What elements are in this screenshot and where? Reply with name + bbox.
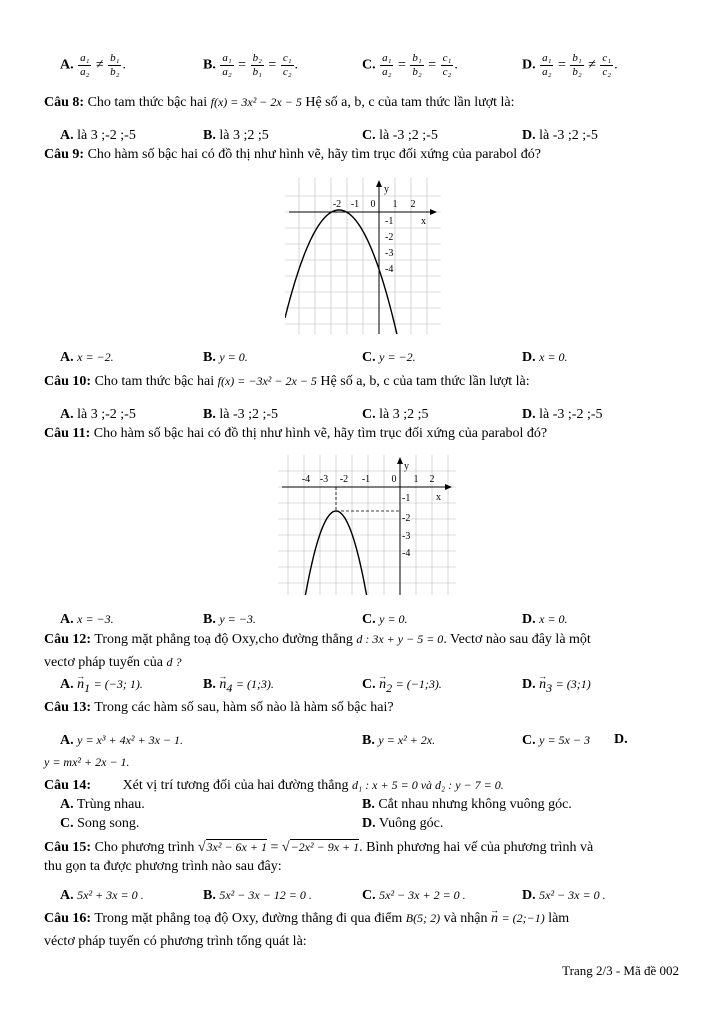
q9-option-d[interactable]: D. x = 0. bbox=[522, 350, 568, 365]
question-text: và nhận bbox=[443, 911, 488, 926]
fraction: $\frac{\text{b₂}}{\text{b₁}}$ bbox=[252, 52, 262, 78]
question-8 bbox=[44, 93, 515, 112]
y-axis-arrow bbox=[376, 180, 382, 187]
x-tick-label: -1 bbox=[361, 474, 371, 485]
question-14 bbox=[44, 776, 504, 795]
question-number: Câu 11: bbox=[44, 426, 91, 441]
question-15: Câu 15: Cho phương trình √3x² − 6x + 1 = √−2x² − 9x + 1. Bình phương hai vế của phương trình và bbox=[44, 840, 594, 855]
q7-option-b[interactable]: B. $\frac{\text{a₁}}{\text{a₂}}$ = $\frac{\text{b₂}}{\text{b₁}}$ = $\frac{\text{c₁}}{\text{c₂}}$ . bbox=[203, 52, 299, 78]
fraction: $\frac{\text{b₁}}{\text{b₂}}$ bbox=[412, 52, 422, 78]
q15-option-c[interactable]: C. 5x² − 3x + 2 = 0 . bbox=[362, 888, 466, 903]
y-tick-label: -1 bbox=[385, 216, 394, 227]
q10-option-a[interactable]: A. là 3 ;-2 ;-5 bbox=[60, 407, 136, 422]
vector-n: → n bbox=[219, 676, 226, 694]
q13-option-b[interactable]: B. y = x² + 2x. bbox=[362, 733, 436, 748]
question-text: Cho tam thức bậc hai bbox=[87, 95, 208, 110]
q15-option-b[interactable]: B. 5x² − 3x − 12 = 0 . bbox=[203, 888, 312, 903]
x-tick-label: -3 bbox=[319, 474, 329, 485]
option-label: C. bbox=[362, 57, 376, 73]
question-text: làm bbox=[548, 911, 570, 926]
fraction: $\frac{\text{b₁}}{\text{b₂}}$ bbox=[572, 52, 582, 78]
y-tick-label: -2 bbox=[385, 232, 394, 243]
fraction: $\frac{\text{c₁}}{\text{c₂}}$ bbox=[602, 52, 612, 78]
y-tick-label: -4 bbox=[385, 264, 394, 275]
q13-option-c[interactable]: C. y = 5x − 3 bbox=[522, 733, 590, 748]
question-13 bbox=[44, 699, 394, 717]
q13-option-d-label[interactable]: D. bbox=[614, 732, 628, 747]
question-text: Trong mặt phẳng toạ độ Oxy,cho đường thẳng bbox=[94, 632, 353, 647]
y-tick-label: -2 bbox=[402, 513, 411, 524]
question-16-cont bbox=[44, 933, 307, 951]
q14-option-b[interactable]: B. Cắt nhau nhưng không vuông góc. bbox=[362, 797, 572, 812]
x-tick-label: 1 bbox=[413, 474, 419, 485]
question-text: Cho hàm số bậc hai có đồ thị như hình vẽ, hãy tìm trục đối xứng của parabol đó? bbox=[87, 147, 541, 162]
q12-option-b[interactable]: B. → $n_4$ = (1;3). bbox=[203, 675, 274, 697]
q9-parabola-graph bbox=[285, 178, 441, 334]
question-text: Trong mặt phẳng toạ độ Oxy, đường thẳng đi qua điểm bbox=[94, 911, 403, 926]
y-axis-label: y bbox=[384, 184, 389, 195]
question-11 bbox=[44, 425, 547, 443]
x-axis-label: x bbox=[436, 492, 441, 503]
q12-option-d[interactable]: D. → $n_3$ = (3;1) bbox=[522, 675, 591, 697]
formula: f(x) = 3x² − 2x − 5 bbox=[210, 95, 302, 109]
q9-option-b[interactable]: B. y = 0. bbox=[203, 350, 248, 365]
question-number: Câu 9: bbox=[44, 147, 85, 162]
question-text: véctơ pháp tuyến có phương trình tổng quát là: bbox=[44, 934, 307, 949]
x-tick-label: -2 bbox=[332, 199, 342, 210]
grid bbox=[285, 178, 441, 334]
formula: d₁ : x + 5 = 0 và d₂ : y − 7 = 0. bbox=[352, 778, 504, 792]
q7-option-c[interactable]: C. $\frac{\text{a₁}}{\text{a₂}}$ = $\frac{\text{b₁}}{\text{b₂}}$ = $\frac{\text{c₁}}{\text{c₂}}$ . bbox=[362, 52, 458, 78]
fraction: $\frac{\text{a₁}}{\text{a₂}}$ bbox=[80, 52, 90, 78]
fraction: $\frac{\text{b₁}}{\text{b₂}}$ bbox=[110, 52, 120, 78]
vector-n: → n bbox=[539, 676, 546, 694]
fraction: $\frac{\text{c₁}}{\text{c₂}}$ bbox=[442, 52, 452, 78]
question-text: vectơ pháp tuyến của bbox=[44, 655, 163, 670]
x-tick-label: 1 bbox=[392, 199, 398, 210]
x-tick-label: 0 bbox=[370, 199, 376, 210]
q15-option-a[interactable]: A. 5x² + 3x = 0 . bbox=[60, 888, 144, 903]
x-tick-label: 0 bbox=[391, 474, 397, 485]
formula: d : 3x + y − 5 = 0 bbox=[356, 632, 444, 646]
fraction: $\frac{\text{a₁}}{\text{a₂}}$ bbox=[382, 52, 392, 78]
q12-option-c[interactable]: C. → $n_2$ = (−1;3). bbox=[362, 675, 442, 697]
question-number: Câu 12: bbox=[44, 632, 92, 647]
q11-option-a[interactable]: A. x = −3. bbox=[60, 612, 114, 627]
radicand: −2x² − 9x + 1 bbox=[290, 840, 360, 854]
question-text: Hệ số a, b, c của tam thức lần lượt là: bbox=[305, 95, 515, 110]
q11-option-c[interactable]: C. y = 0. bbox=[362, 612, 408, 627]
formula: d ? bbox=[166, 655, 182, 669]
sqrt-symbol: √ bbox=[281, 840, 290, 855]
question-text: . Vectơ nào sau đây là một bbox=[443, 632, 591, 647]
q14-option-c[interactable]: C. Song song. bbox=[60, 816, 140, 831]
x-axis-arrow bbox=[430, 209, 437, 215]
q11-option-b[interactable]: B. y = −3. bbox=[203, 612, 256, 627]
option-label: B. bbox=[203, 57, 216, 73]
sqrt-symbol: √ bbox=[197, 840, 206, 855]
question-text: Cho phương trình bbox=[94, 840, 195, 855]
q7-option-d[interactable]: D. $\frac{\text{a₁}}{\text{a₂}}$ = $\frac{\text{b₁}}{\text{b₂}}$ ≠ $\frac{\text{c₁}}{\text{c₂}}$ . bbox=[522, 52, 618, 78]
q13-option-a[interactable]: A. y = x³ + 4x² + 3x − 1. bbox=[60, 733, 184, 748]
question-15-cont bbox=[44, 858, 282, 876]
q10-option-c[interactable]: C. là 3 ;2 ;5 bbox=[362, 407, 429, 422]
y-axis-label: y bbox=[404, 461, 409, 472]
fraction: $\frac{\text{c₁}}{\text{c₂}}$ bbox=[282, 52, 292, 78]
q10-option-b[interactable]: B. là -3 ;2 ;-5 bbox=[203, 407, 279, 422]
q10-option-d[interactable]: D. là -3 ;-2 ;-5 bbox=[522, 407, 603, 422]
question-text: Cho tam thức bậc hai bbox=[94, 374, 215, 389]
vector-n: → n bbox=[77, 676, 84, 694]
fraction: $\frac{\text{a₁}}{\text{a₂}}$ bbox=[222, 52, 232, 78]
question-16: Câu 16: Trong mặt phẳng toạ độ Oxy, đường thẳng đi qua điểm B(5; 2) và nhận → n = (2;−1) làm bbox=[44, 909, 569, 928]
fraction: $\frac{\text{a₁}}{\text{a₂}}$ bbox=[542, 52, 552, 78]
q14-option-d[interactable]: D. Vuông góc. bbox=[362, 816, 444, 831]
formula: f(x) = −3x² − 2x − 5 bbox=[217, 374, 317, 388]
q11-option-d[interactable]: D. x = 0. bbox=[522, 612, 568, 627]
q12-option-a[interactable]: A. → $n_1 = (-3$; 1). bbox=[60, 675, 143, 697]
x-tick-label: -4 bbox=[301, 474, 311, 485]
q15-option-d[interactable]: D. 5x² − 3x = 0 . bbox=[522, 888, 606, 903]
question-text: thu gọn ta được phương trình nào sau đây: bbox=[44, 859, 282, 874]
question-number: Câu 15: bbox=[44, 840, 92, 855]
question-text: Trong các hàm số sau, hàm số nào là hàm số bậc hai? bbox=[94, 700, 394, 715]
question-10 bbox=[44, 372, 530, 391]
q8-option-a[interactable]: A. là 3 ;-2 ;-5 bbox=[60, 128, 136, 143]
question-text: Hệ số a, b, c của tam thức lần lượt là: bbox=[320, 374, 530, 389]
question-text: Cho hàm số bậc hai có đồ thị như hình vẽ, hãy tìm trục đối xứng của parabol đó? bbox=[93, 426, 548, 441]
q11-parabola-graph bbox=[278, 455, 456, 595]
question-12-cont bbox=[44, 653, 181, 672]
x-axis-arrow bbox=[445, 484, 452, 490]
radicand: 3x² − 6x + 1 bbox=[206, 840, 267, 854]
x-tick-label: -1 bbox=[350, 199, 360, 210]
y-axis-arrow bbox=[397, 457, 403, 464]
option-label: D. bbox=[522, 57, 536, 73]
question-12 bbox=[44, 630, 591, 649]
question-number: Câu 10: bbox=[44, 374, 92, 389]
q13-option-d[interactable]: y = mx² + 2x − 1. bbox=[44, 755, 130, 769]
question-number: Câu 16: bbox=[44, 911, 92, 926]
q14-option-a[interactable]: A. Trùng nhau. bbox=[60, 797, 145, 812]
question-text: Xét vị trí tương đối của hai đường thẳng bbox=[122, 778, 349, 793]
x-axis-label: x bbox=[421, 216, 426, 227]
q7-option-a[interactable]: A. $\frac{\text{a₁}}{\text{a₂}}$ ≠ $\frac{\text{b₁}}{\text{b₂}}$ . bbox=[60, 52, 126, 78]
q8-option-b[interactable]: B. là 3 ;2 ;5 bbox=[203, 128, 269, 143]
y-tick-label: -3 bbox=[385, 248, 394, 259]
point: B(5; 2) bbox=[405, 911, 441, 925]
option-label: A. bbox=[60, 57, 74, 73]
question-number: Câu 14: bbox=[44, 778, 92, 793]
q9-option-c[interactable]: C. y = −2. bbox=[362, 350, 416, 365]
x-tick-label: 2 bbox=[429, 474, 435, 485]
q8-option-c[interactable]: C. là -3 ;2 ;-5 bbox=[362, 128, 438, 143]
y-tick-label: -4 bbox=[402, 548, 411, 559]
vector-n: → n bbox=[379, 676, 386, 694]
x-tick-label: 2 bbox=[410, 199, 416, 210]
q8-option-d[interactable]: D. là -3 ;2 ;-5 bbox=[522, 128, 598, 143]
y-tick-label: -1 bbox=[402, 493, 411, 504]
question-number: Câu 13: bbox=[44, 700, 92, 715]
x-tick-label: -2 bbox=[339, 474, 349, 485]
page-footer: Trang 2/3 - Mã đề 002 bbox=[562, 963, 679, 978]
question-text: . Bình phương hai vế của phương trình và bbox=[359, 840, 594, 855]
question-9 bbox=[44, 146, 541, 164]
question-number: Câu 8: bbox=[44, 95, 85, 110]
y-tick-label: -3 bbox=[402, 531, 411, 542]
q9-option-a[interactable]: A. x = −2. bbox=[60, 350, 114, 365]
vector-n: → n bbox=[491, 910, 498, 928]
